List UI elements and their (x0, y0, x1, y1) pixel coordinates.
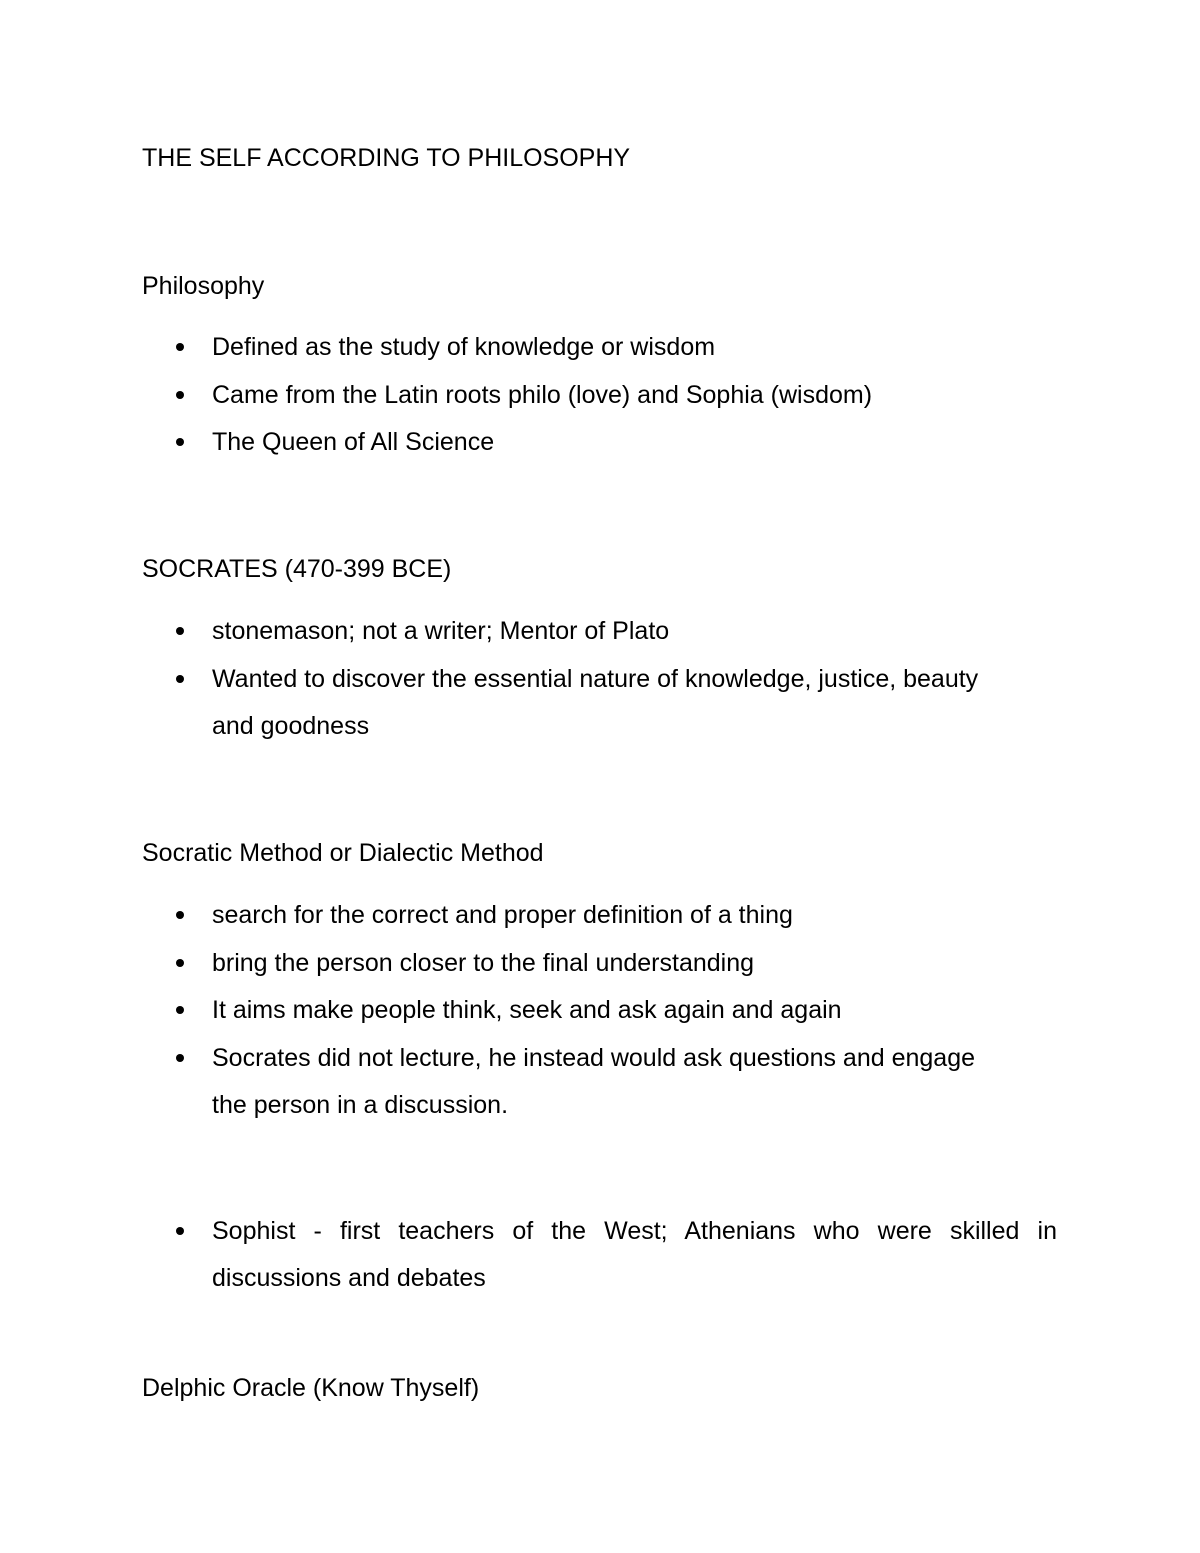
list-item: Defined as the study of knowledge or wisdom (212, 333, 716, 361)
bullet-dot-icon (176, 1006, 184, 1014)
list-item-line-2: discussions and debates (212, 1264, 486, 1292)
list-item: bring the person closer to the final understanding (212, 949, 755, 977)
bullet-dot-icon (176, 1054, 184, 1062)
list-item: Came from the Latin roots philo (love) and Sophia (wisdom) (212, 381, 873, 409)
section-heading-socratic-method: Socratic Method or Dialectic Method (142, 839, 544, 867)
document-title: THE SELF ACCORDING TO PHILOSOPHY (142, 144, 631, 172)
list-item: search for the correct and proper definition of a thing (212, 901, 793, 929)
bullet-dot-icon (176, 911, 184, 919)
bullet-dot-icon (176, 1227, 184, 1235)
list-item: The Queen of All Science (212, 428, 495, 456)
bullet-dot-icon (176, 675, 184, 683)
list-item-line-1: Sophist - first teachers of the West; Athenians who were skilled in (212, 1217, 1057, 1245)
list-item-line-1: Wanted to discover the essential nature of knowledge, justice, beauty (212, 665, 979, 693)
bullet-dot-icon (176, 391, 184, 399)
bullet-dot-icon (176, 343, 184, 351)
list-item-line-2: the person in a discussion. (212, 1091, 509, 1119)
list-item-line-2: and goodness (212, 712, 370, 740)
bullet-dot-icon (176, 627, 184, 635)
list-item-line-1: Socrates did not lecture, he instead would ask questions and engage (212, 1044, 976, 1072)
bullet-dot-icon (176, 438, 184, 446)
bullet-dot-icon (176, 959, 184, 967)
section-heading-philosophy: Philosophy (142, 272, 265, 300)
list-item: It aims make people think, seek and ask again and again (212, 996, 842, 1024)
list-item: stonemason; not a writer; Mentor of Plato (212, 617, 670, 645)
section-heading-delphic-oracle: Delphic Oracle (Know Thyself) (142, 1374, 480, 1402)
section-heading-socrates: SOCRATES (470-399 BCE) (142, 555, 452, 583)
